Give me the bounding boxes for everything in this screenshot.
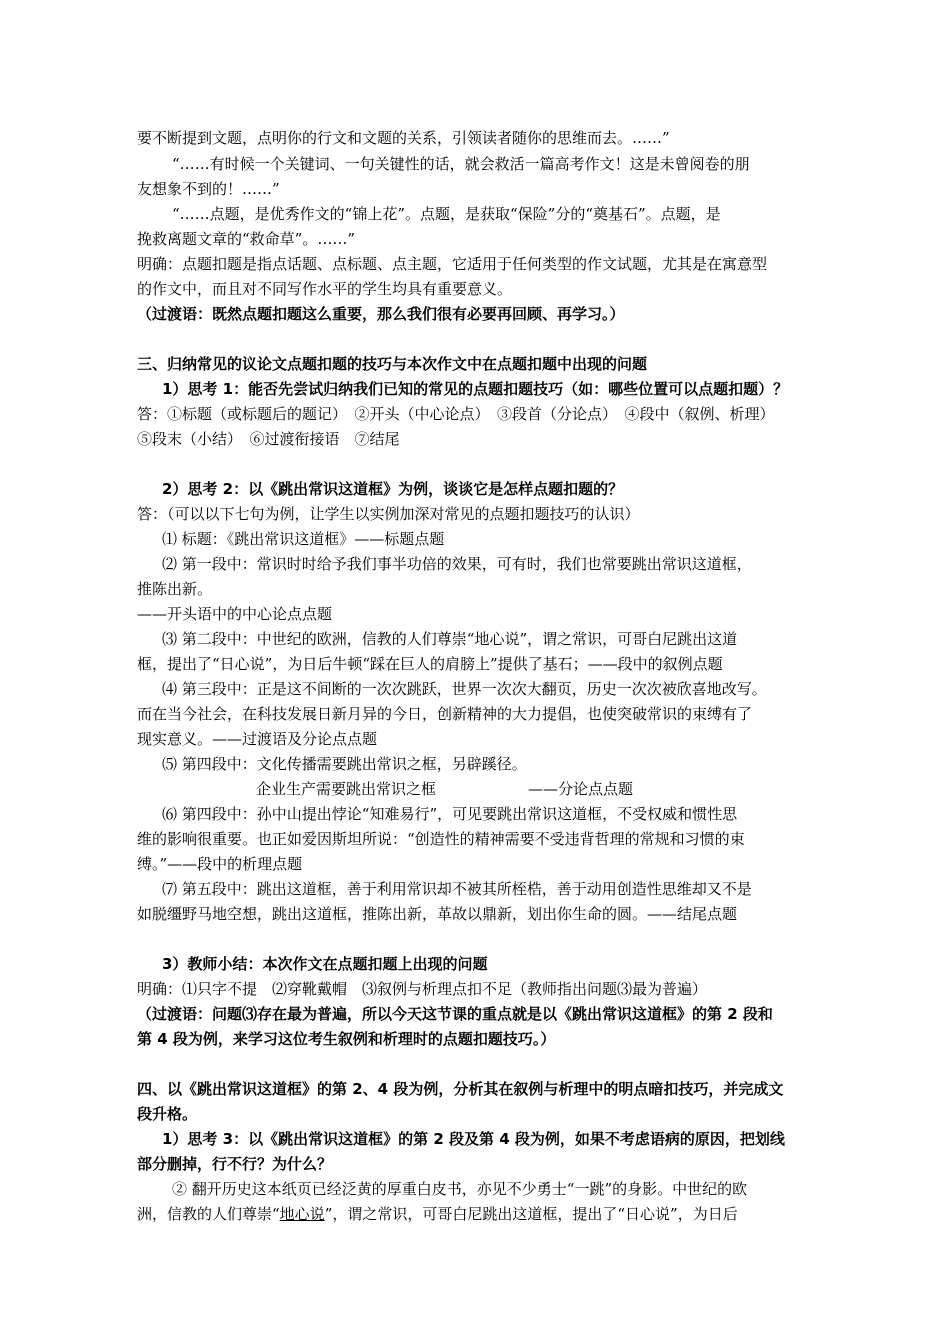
quote-line: “……有时候一个关键词、一句关键性的话，就会救活一篇高考作文！这是未曾阅卷的朋 bbox=[172, 155, 750, 173]
text-line: 挽救离题文章的“救命草”。……” bbox=[137, 230, 356, 248]
answer-line: 答：（可以以下七句为例，让学生以实例加深对常见的点题扣题技巧的认识） bbox=[137, 505, 640, 523]
answer-line: ⑤段末（小结） ⑥过渡衔接语 ⑦结尾 bbox=[137, 430, 400, 448]
text-segment: ”，谓之常识，可哥白尼跳出这道框，提出了“日心说”，为日后 bbox=[324, 1205, 738, 1223]
paragraph-line bbox=[137, 1204, 738, 1224]
text-line: ——开头语中的中心论点点题 bbox=[137, 605, 333, 623]
text-line: 要不断提到文题，点明你的行文和文题的关系，引领读者随你的思维而去。……” bbox=[137, 129, 670, 147]
text-line: 维的影响很重要。也正如爱因斯坦所说：“创造性的精神需要不受违背哲理的常规和习惯的束 bbox=[137, 830, 745, 848]
paragraph-line: ② 翻开历史这本纸页已经泛黄的厚重白皮书，亦见不少勇士“一跳”的身影。中世纪的欧 bbox=[172, 1180, 748, 1198]
question-heading: 1）思考 3：以《跳出常识这道框》的第 2 段及第 4 段为例，如果不考虑语病的原因，把划线 bbox=[162, 1130, 785, 1148]
section-heading-4: 四、以《跳出常识这道框》的第 2、4 段为例，分析其在叙例与析理中的明点暗扣技巧，并完成文 bbox=[137, 1080, 784, 1098]
text-line: 而在当今社会，在科技发展日新月异的今日，创新精神的大力提倡，也使突破常识的束缚有了 bbox=[137, 705, 753, 723]
transition-note: （过渡语：问题⑶存在最为普遍，所以今天这节课的重点就是以《跳出常识这道框》的第 2 段和 bbox=[137, 1005, 773, 1023]
text-line: 企业生产需要跳出常识之框 bbox=[256, 780, 437, 798]
underlined-phrase: 地心说 bbox=[279, 1205, 325, 1223]
answer-line: 答：①标题（或标题后的题记） ②开头（中心论点） ③段首（分论点） ④段中（叙例、析理） bbox=[137, 405, 775, 423]
list-item: ⑴ 标题：《跳出常识这道框》——标题点题 bbox=[162, 530, 445, 548]
text-line: 如脱缰野马地空想，跳出这道框，推陈出新，革故以鼎新，划出你生命的圆。——结尾点题 bbox=[137, 905, 738, 923]
question-heading-cont: 部分删掉，行不行？为什么？ bbox=[137, 1155, 333, 1173]
text-line: 的作文中，而且对不同写作水平的学生均具有重要意义。 bbox=[137, 280, 513, 298]
text-line: 推陈出新。 bbox=[137, 580, 213, 598]
text-line: 明确：点题扣题是指点话题、点标题、点主题，它适用于任何类型的作文试题，尤其是在寓意型 bbox=[137, 255, 768, 273]
text-line: 现实意义。——过渡语及分论点点题 bbox=[137, 730, 378, 748]
list-item: ⑸ 第四段中：文化传播需要跳出常识之框，另辟蹊径。 bbox=[162, 755, 527, 773]
list-item: ⑺ 第五段中：跳出这道框，善于利用常识却不被其所桎梏，善于动用创造性思维却又不是 bbox=[162, 880, 752, 898]
question-heading: 2）思考 2：以《跳出常识这道框》为例，谈谈它是怎样点题扣题的？ bbox=[162, 480, 624, 498]
text-line: 框，提出了“日心说”，为日后牛顿“踩在巨人的肩膀上”提供了基石；——段中的叙例点题 bbox=[137, 655, 723, 673]
text-line: ——分论点点题 bbox=[528, 780, 634, 798]
section-heading-4-cont: 段升格。 bbox=[137, 1105, 198, 1123]
transition-note: （过渡语：既然点题扣题这么重要，那么我们很有必要再回顾、再学习。） bbox=[137, 305, 625, 323]
transition-note: 第 4 段为例，来学习这位考生叙例和析理时的点题扣题技巧。） bbox=[137, 1030, 556, 1048]
list-item: ⑹ 第四段中：孙中山提出悖论“知难易行”，可见要跳出常识这道框，不受权威和惯性思 bbox=[162, 805, 738, 823]
question-heading: 1）思考 1：能否先尝试归纳我们已知的常见的点题扣题技巧（如：哪些位置可以点题扣题）？ bbox=[162, 380, 789, 398]
list-item: ⑷ 第三段中：正是这不间断的一次次跳跃，世界一次次大翻页，历史一次次被欣喜地改写。 bbox=[162, 680, 767, 698]
list-item: ⑵ 第一段中：常识时时给予我们事半功倍的效果，可有时，我们也常要跳出常识这道框， bbox=[162, 555, 752, 573]
section-heading-3: 三、归纳常见的议论文点题扣题的技巧与本次作文中在点题扣题中出现的问题 bbox=[137, 355, 648, 373]
text-segment: 洲，信教的人们尊崇“ bbox=[137, 1205, 280, 1223]
question-heading: 3）教师小结：本次作文在点题扣题上出现的问题 bbox=[162, 955, 488, 973]
text-line: 缚。”——段中的析理点题 bbox=[137, 855, 303, 873]
text-line: 友想象不到的！……” bbox=[137, 180, 280, 198]
text-line: 明确：⑴只字不提 ⑵穿靴戴帽 ⑶叙例与析理点扣不足（教师指出问题⑶最为普遍） bbox=[137, 980, 708, 998]
list-item: ⑶ 第二段中：中世纪的欧洲，信教的人们尊崇“地心说”，谓之常识，可哥白尼跳出这道 bbox=[162, 630, 738, 648]
quote-line: “……点题，是优秀作文的“锦上花”。点题，是获取“保险”分的“奠基石”。点题，是 bbox=[172, 205, 721, 223]
